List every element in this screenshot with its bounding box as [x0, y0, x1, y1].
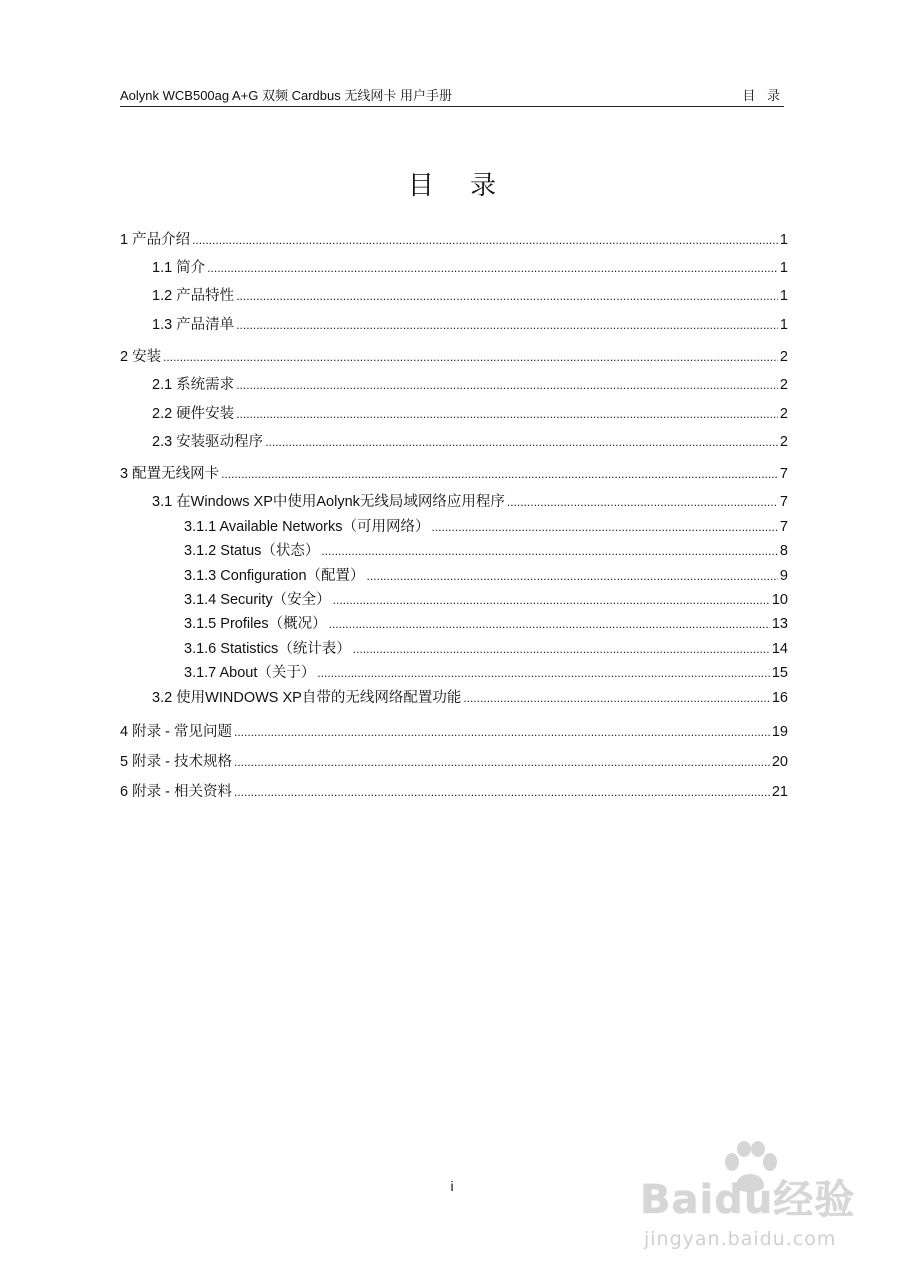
- toc-entry-page: 2: [779, 406, 788, 422]
- toc-entry-label: 1 产品介绍: [120, 232, 191, 248]
- toc-entry[interactable]: [152, 402, 788, 426]
- toc-entry[interactable]: [152, 284, 788, 308]
- toc-entry-page: 7: [779, 466, 788, 482]
- toc-dot-leader: [234, 780, 770, 804]
- toc-entry[interactable]: [184, 661, 788, 685]
- watermark-logo-text: Baidu经验: [640, 1177, 856, 1223]
- toc-entry-label: 5 附录 - 技术规格: [120, 754, 232, 770]
- toc-entry-page: 1: [779, 232, 788, 248]
- toc-entry-label: 3.2 使用WINDOWS XP自带的无线网络配置功能: [152, 690, 462, 706]
- toc-entry-label: 1.3 产品清单: [152, 317, 235, 333]
- toc-entry-page: 10: [771, 592, 788, 608]
- page-header: [120, 86, 784, 106]
- toc-entry[interactable]: [152, 490, 788, 514]
- toc-entry-label: 3 配置无线网卡: [120, 466, 220, 482]
- toc-entry[interactable]: [184, 588, 788, 612]
- page-title: 目 录: [407, 171, 511, 201]
- toc-entry[interactable]: [120, 780, 788, 804]
- toc-dot-leader: [236, 313, 778, 337]
- header-divider: [120, 106, 784, 107]
- toc-entry[interactable]: [152, 256, 788, 280]
- toc-entry-label: 1.2 产品特性: [152, 288, 235, 304]
- toc-entry[interactable]: [184, 612, 788, 636]
- toc-entry-label: 3.1.7 About（关于）: [184, 665, 316, 681]
- toc-entry-label: 3.1.3 Configuration（配置）: [184, 568, 365, 584]
- toc-entry-label: 3.1.2 Status（状态）: [184, 543, 320, 559]
- toc-entry-page: 7: [779, 519, 788, 535]
- toc-dot-leader: [236, 402, 778, 426]
- toc-dot-leader: [367, 564, 778, 588]
- toc-dot-leader: [207, 256, 778, 280]
- toc-entry-label: 3.1.6 Statistics（统计表）: [184, 641, 351, 657]
- toc-entry[interactable]: [120, 228, 788, 252]
- toc-entry[interactable]: [120, 462, 788, 486]
- toc-entry-label: 2.1 系统需求: [152, 377, 235, 393]
- toc-dot-leader: [333, 588, 770, 612]
- toc-dot-leader: [329, 612, 770, 636]
- toc-dot-leader: [321, 539, 778, 563]
- toc-entry[interactable]: [184, 515, 788, 539]
- toc-entry-page: 1: [779, 317, 788, 333]
- toc-entry-page: 19: [771, 724, 788, 740]
- toc-dot-leader: [234, 720, 770, 744]
- toc-entry-label: 2.2 硬件安装: [152, 406, 235, 422]
- watermark-url: jingyan.baidu.com: [644, 1228, 837, 1250]
- toc-entry-label: 3.1.5 Profiles（概况）: [184, 616, 327, 632]
- toc-entry-page: 2: [779, 434, 788, 450]
- toc-dot-leader: [163, 345, 778, 369]
- toc-entry-page: 2: [779, 349, 788, 365]
- toc-entry-page: 1: [779, 260, 788, 276]
- page-number: i: [450, 1178, 454, 1194]
- toc-entry-page: 9: [779, 568, 788, 584]
- toc-entry-label: 2.3 安装驱动程序: [152, 434, 264, 450]
- baidu-watermark: [640, 1140, 870, 1255]
- toc-entry[interactable]: [184, 539, 788, 563]
- toc-entry-page: 8: [779, 543, 788, 559]
- toc-entry-page: 14: [771, 641, 788, 657]
- toc-dot-leader: [236, 373, 778, 397]
- toc-entry[interactable]: [152, 430, 788, 454]
- toc-entry-label: 3.1 在Windows XP中使用Aolynk无线局域网络应用程序: [152, 494, 505, 510]
- toc-entry-page: 13: [771, 616, 788, 632]
- toc-dot-leader: [236, 284, 778, 308]
- toc-dot-leader: [192, 228, 778, 252]
- header-section-name: 目 录: [742, 88, 784, 103]
- toc-dot-leader: [221, 462, 778, 486]
- toc-entry-page: 15: [771, 665, 788, 681]
- toc-entry[interactable]: [120, 750, 788, 774]
- toc-entry[interactable]: [152, 373, 788, 397]
- toc-entry-label: 1.1 简介: [152, 260, 206, 276]
- toc-dot-leader: [463, 686, 770, 710]
- toc-entry[interactable]: [184, 637, 788, 661]
- toc-dot-leader: [353, 637, 770, 661]
- toc-dot-leader: [234, 750, 770, 774]
- toc-entry[interactable]: [152, 686, 788, 710]
- toc-entry[interactable]: [152, 313, 788, 337]
- toc-entry-page: 16: [771, 690, 788, 706]
- toc-entry-page: 2: [779, 377, 788, 393]
- toc-entry-label: 3.1.4 Security（安全）: [184, 592, 331, 608]
- toc-entry[interactable]: [184, 564, 788, 588]
- toc-entry-label: 2 安装: [120, 349, 162, 365]
- toc-dot-leader: [432, 515, 778, 539]
- toc-dot-leader: [265, 430, 778, 454]
- toc-entry-page: 20: [771, 754, 788, 770]
- toc-entry-page: 21: [771, 784, 788, 800]
- toc-entry[interactable]: [120, 345, 788, 369]
- toc-dot-leader: [507, 490, 778, 514]
- header-document-title: Aolynk WCB500ag A+G 双频 Cardbus 无线网卡 用户手册: [120, 88, 452, 103]
- toc-dot-leader: [317, 661, 769, 685]
- toc-entry-label: 4 附录 - 常见问题: [120, 724, 232, 740]
- toc-entry-page: 7: [779, 494, 788, 510]
- toc-entry[interactable]: [120, 720, 788, 744]
- toc-entry-label: 6 附录 - 相关资料: [120, 784, 232, 800]
- toc-entry-label: 3.1.1 Available Networks（可用网络）: [184, 519, 430, 535]
- toc-entry-page: 1: [779, 288, 788, 304]
